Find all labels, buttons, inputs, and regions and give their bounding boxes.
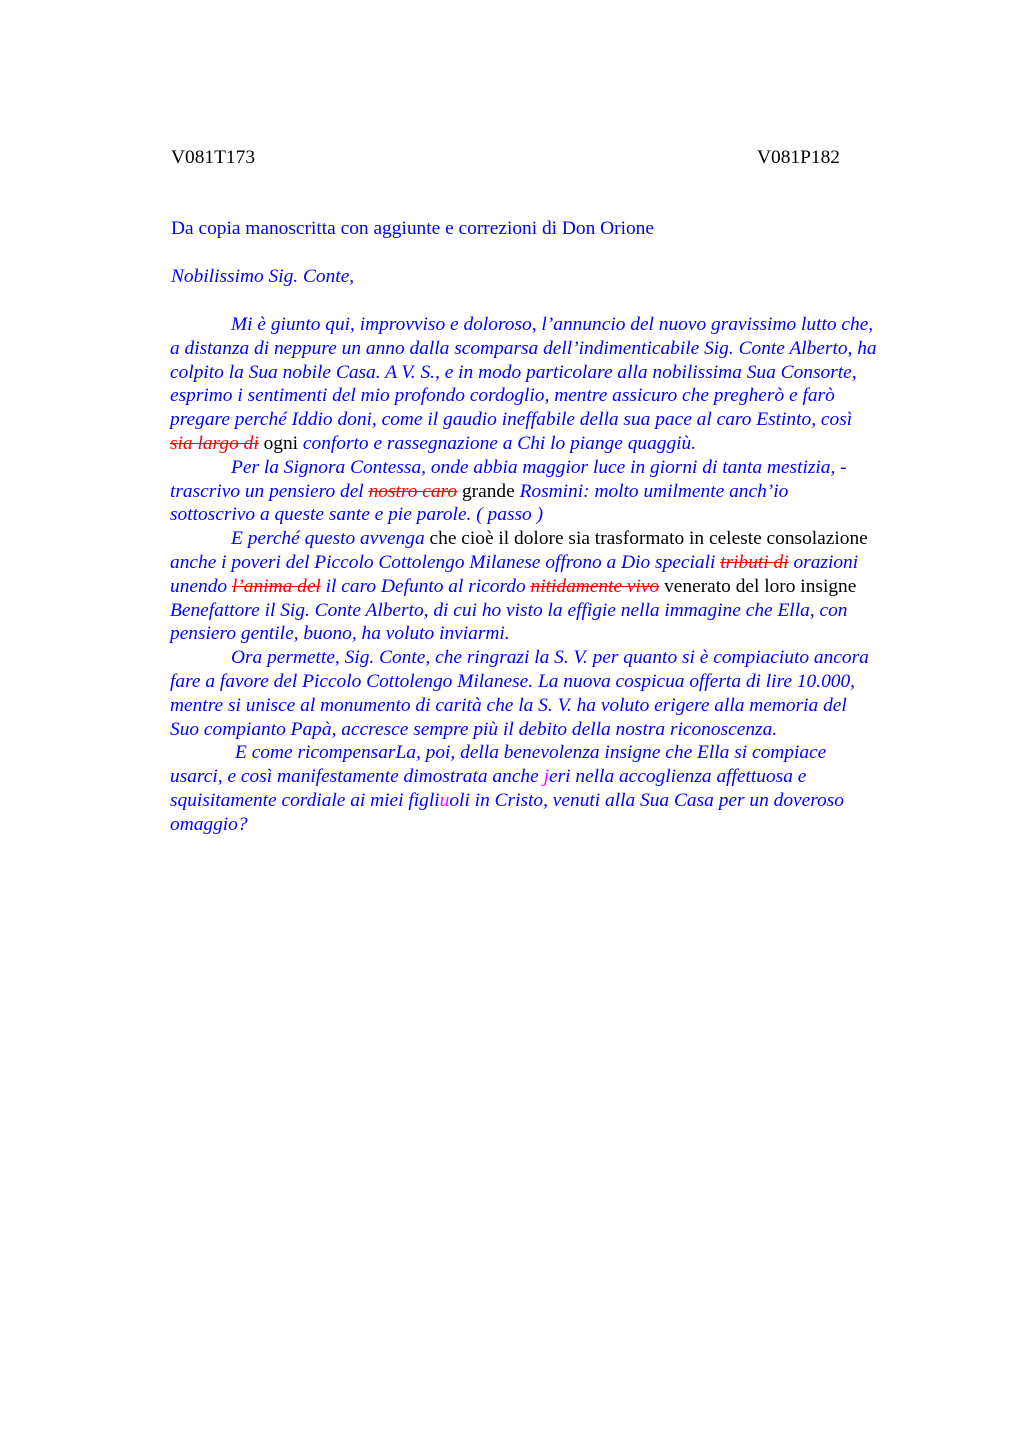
deleted-text: nostro caro <box>368 480 458 502</box>
text-line <box>170 384 1024 408</box>
volume-code-right: V081P182 <box>757 147 840 168</box>
original-text: sottoscrivo a queste sante e pie parole. ( passo ) <box>170 504 544 526</box>
text-line <box>170 718 1024 742</box>
original-text: E perché questo avvenga <box>231 528 425 550</box>
original-text: omaggio? <box>170 813 248 835</box>
original-text: usarci, e così manifestamente dimostrata anche <box>170 766 539 788</box>
salutation: Nobilissimo Sig. Conte, <box>171 266 355 287</box>
text-line <box>170 741 1024 765</box>
original-text: il caro Defunto al ricordo <box>325 575 526 597</box>
original-text: eri nella accoglienza affettuosa e <box>548 766 807 788</box>
original-text: Benefattore il Sig. Conte Alberto, di cui ho visto la effigie nella immagine che Ella, con <box>170 599 848 621</box>
text-line <box>170 694 1024 718</box>
original-text: Suo compianto Papà, accresce sempre più il debito della nostra riconoscenza. <box>170 718 778 740</box>
text-line <box>170 361 1024 385</box>
added-text: venerato del loro insigne <box>664 575 857 597</box>
deleted-text: nitidamente vivo <box>530 575 660 597</box>
text-line <box>170 480 1024 504</box>
corrected-letter: j <box>543 766 549 788</box>
text-line <box>170 432 1024 456</box>
text-line <box>170 789 1024 813</box>
original-text: oli in Cristo, venuti alla Sua Casa per un doveroso <box>449 789 844 811</box>
volume-code-left: V081T173 <box>171 147 256 168</box>
original-text: Rosmini: molto umilmente anch’io <box>519 480 789 502</box>
added-text: ogni <box>263 432 299 454</box>
added-text: grande <box>461 480 515 502</box>
original-text: squisitamente cordiale ai miei figli <box>170 789 440 811</box>
original-text: E come ricompensarLa, poi, della benevolenza insigne che Ella si compiace <box>235 742 827 764</box>
letter-body <box>170 313 1024 837</box>
original-text: Per la Signora Contessa, onde abbia maggior luce in giorni di tanta mestizia, - <box>231 456 847 478</box>
source-note: Da copia manoscritta con aggiunte e correzioni di Don Orione <box>171 218 654 239</box>
original-text: a distanza di neppure un anno dalla scomparsa dell’indimenticabile Sig. Conte Alberto, ha <box>170 337 877 359</box>
text-line <box>170 456 1024 480</box>
text-line <box>170 599 1024 623</box>
text-line <box>170 551 1024 575</box>
deleted-text: tributi di <box>720 551 789 573</box>
text-line <box>170 503 1024 527</box>
added-text: che cioè il dolore sia trasformato in celeste consolazione <box>429 528 868 550</box>
text-line <box>170 765 1024 789</box>
deleted-text: sia largo di <box>170 432 259 454</box>
text-line <box>170 408 1024 432</box>
original-text: Mi è giunto qui, improvviso e doloroso, l’annuncio del nuovo gravissimo lutto che, <box>231 314 874 335</box>
original-text: conforto e rassegnazione a Chi lo piange quaggiù. <box>302 432 697 454</box>
original-text: trascrivo un pensiero del <box>170 480 364 502</box>
deleted-text: l’anima del <box>231 575 321 597</box>
original-text: esprimo i sentimenti del mio profondo cordoglio, mentre assicuro che pregherò e farò <box>170 385 835 407</box>
corrected-letter: u <box>439 789 450 811</box>
original-text: pensiero gentile, buono, ha voluto inviarmi. <box>170 623 510 645</box>
text-line <box>170 670 1024 694</box>
original-text: mentre si unisce al monumento di carità che la S. V. ha voluto erigere alla memoria del <box>170 694 847 716</box>
text-line <box>170 622 1024 646</box>
text-line <box>170 646 1024 670</box>
original-text: anche i poveri del Piccolo Cottolengo Milanese offrono a Dio speciali <box>170 551 716 573</box>
text-line <box>170 527 1024 551</box>
text-line <box>170 813 1024 837</box>
text-line <box>170 313 1024 337</box>
text-line <box>170 575 1024 599</box>
original-text: unendo <box>170 575 228 597</box>
original-text: pregare perché Iddio doni, come il gaudio ineffabile della sua pace al caro Estinto, così <box>170 409 853 431</box>
original-text: fare a favore del Piccolo Cottolengo Milanese. La nuova cospicua offerta di lire 10.000, <box>170 670 856 692</box>
original-text: orazioni <box>793 551 859 573</box>
original-text: Ora permette, Sig. Conte, che ringrazi la S. V. per quanto si è compiaciuto ancora <box>231 647 869 669</box>
text-line <box>170 337 1024 361</box>
original-text: colpito la Sua nobile Casa. A V. S., e in modo particolare alla nobilissima Sua Consorte, <box>170 361 857 383</box>
